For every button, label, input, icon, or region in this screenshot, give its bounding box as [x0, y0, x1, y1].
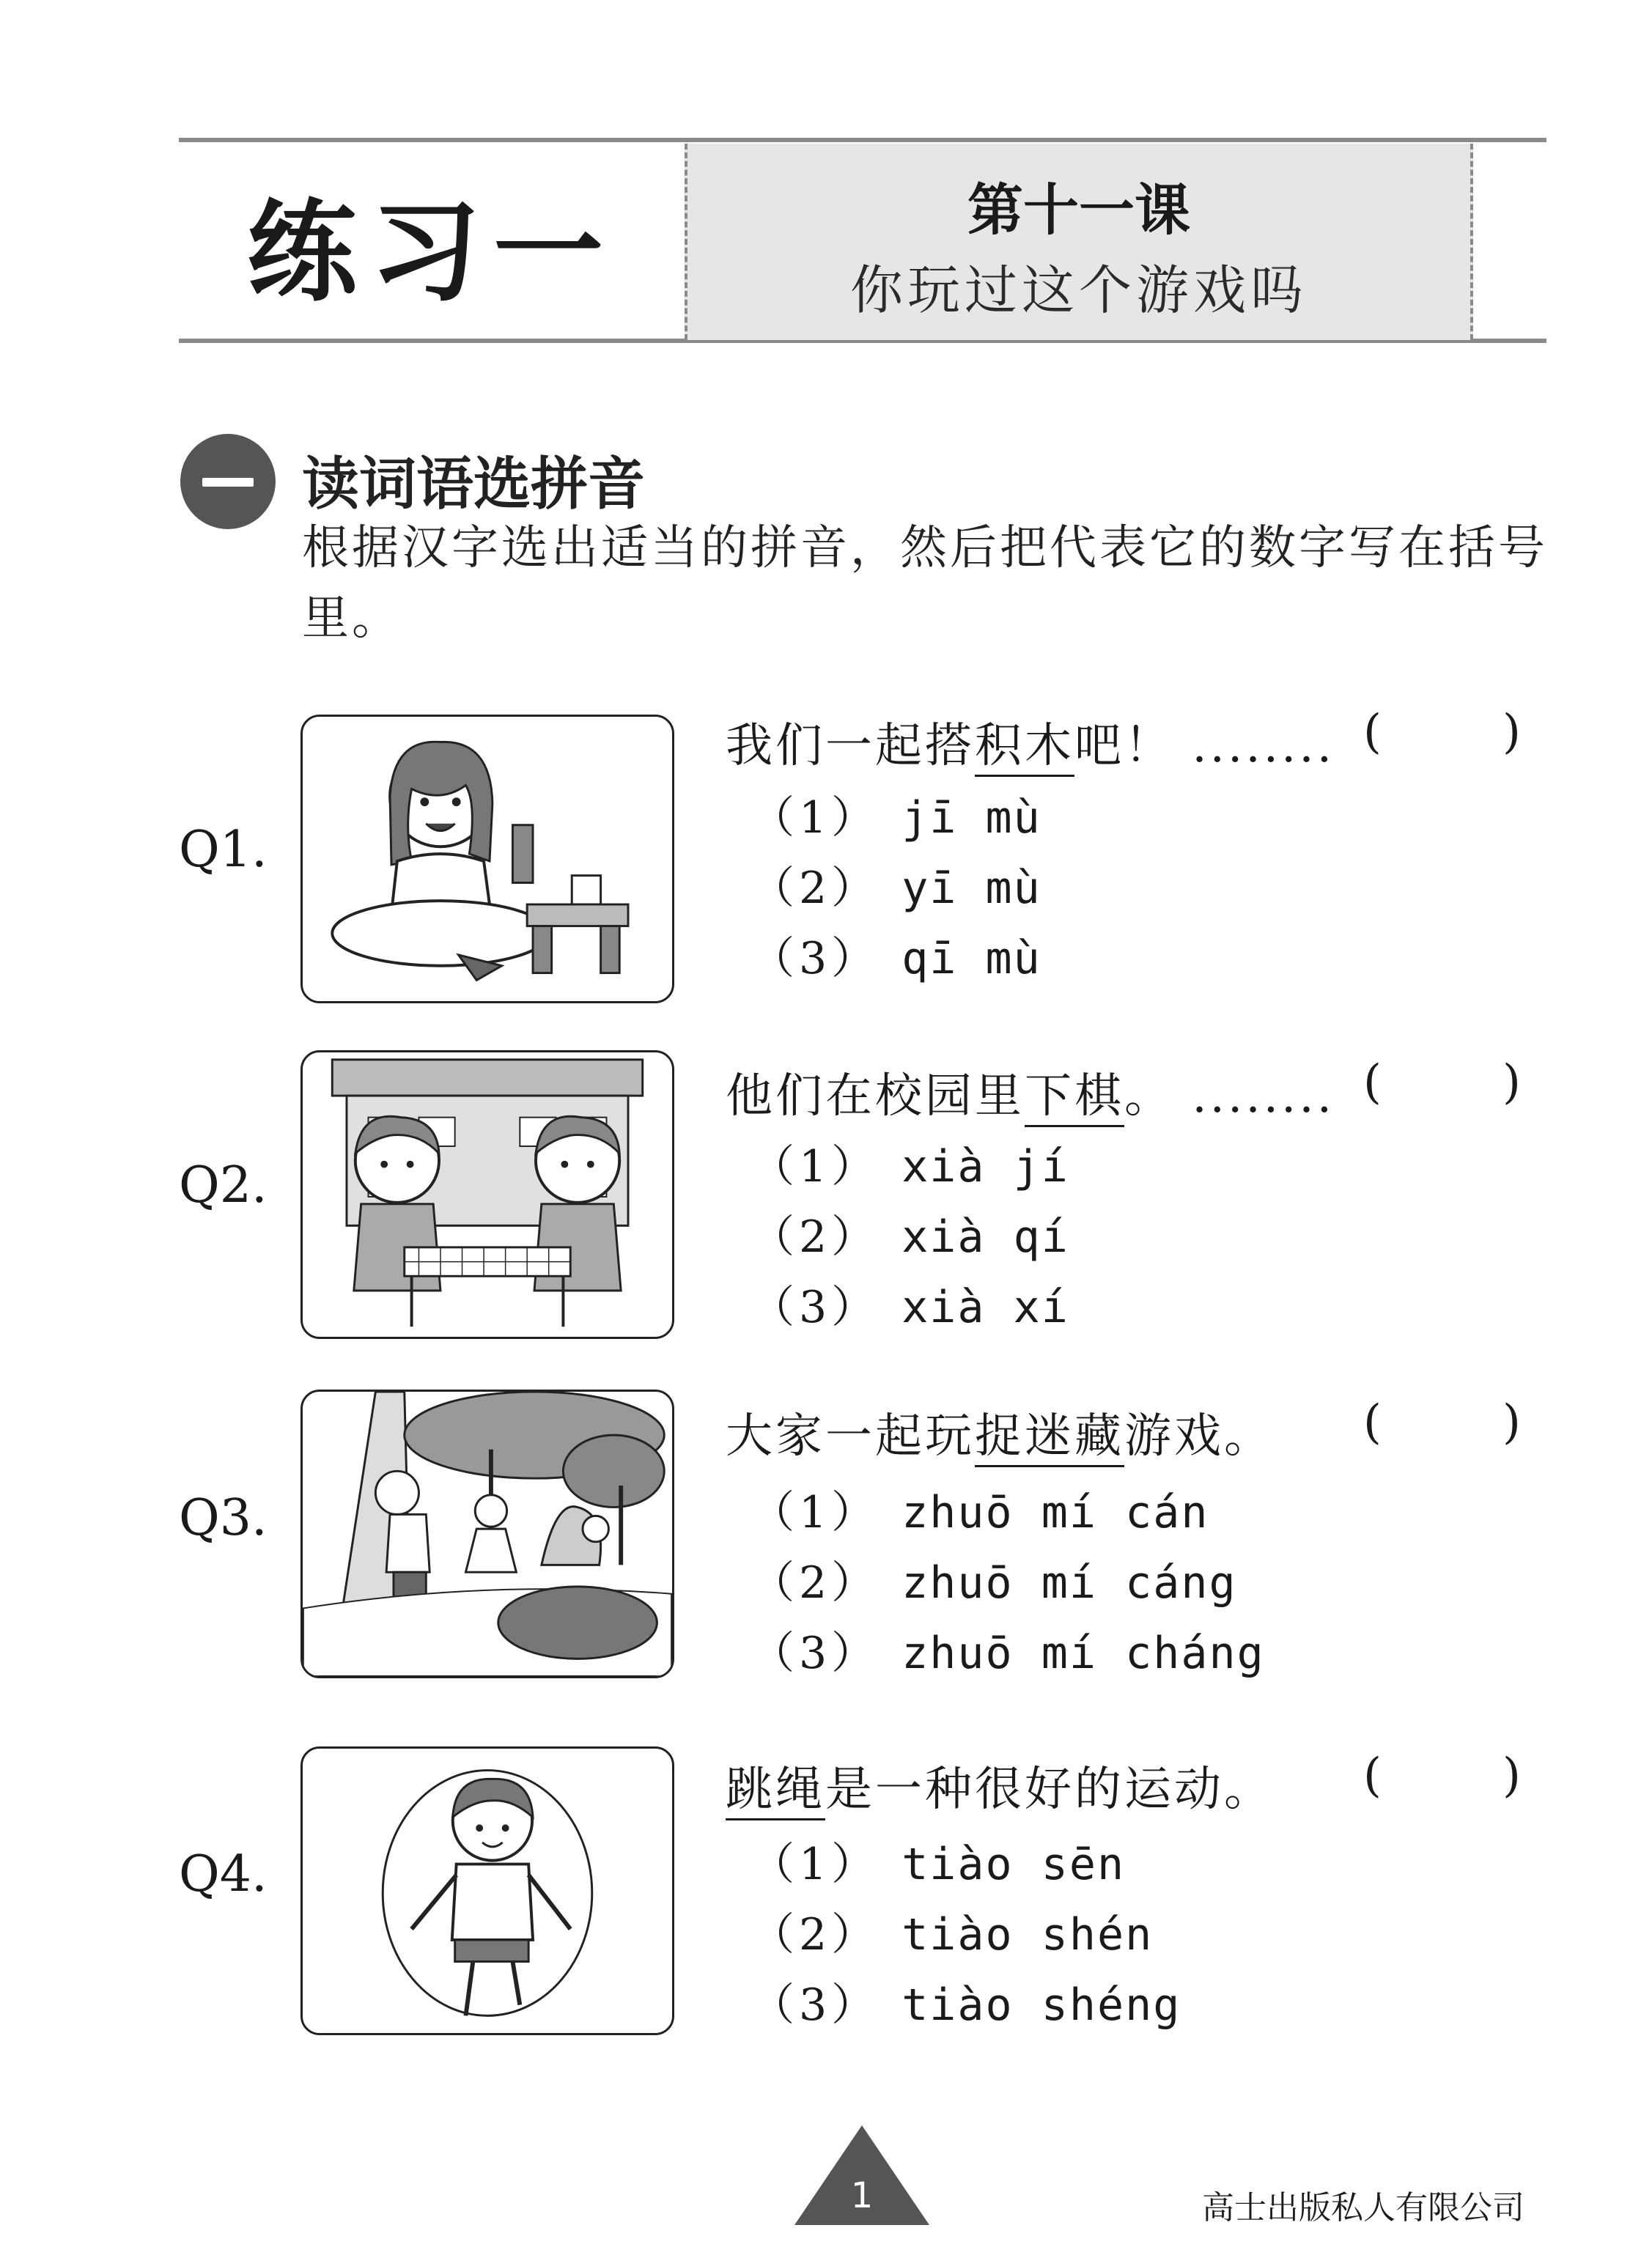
option-number: （3）: [751, 1282, 880, 1333]
sentence-text: 游戏。: [1124, 1409, 1274, 1464]
option-pinyin: jī mù: [901, 792, 1041, 844]
section-instruction: 根据汉字选出适当的拼音，然后把代表它的数字写在括号里。: [302, 521, 1548, 646]
question-label: Q3.: [179, 1489, 268, 1547]
option-1: [751, 783, 1041, 846]
option-number: （2）: [751, 863, 880, 914]
page-number: 1: [850, 2175, 874, 2216]
underlined-word: 跳绳: [726, 1763, 825, 1820]
option-number: （1）: [751, 1141, 880, 1192]
answer-paren-open: (: [1363, 1395, 1382, 1450]
option-pinyin: tiào sēn: [901, 1839, 1126, 1890]
boys-playing-chess-illustration: [300, 1050, 674, 1339]
option-pinyin: tiào shén: [901, 1909, 1154, 1960]
option-3: [751, 923, 1041, 986]
option-number: （1）: [751, 1487, 880, 1538]
option-3: [751, 1272, 1069, 1335]
option-2: [751, 853, 1041, 916]
sentence-text: 是一种很好的运动。: [825, 1763, 1274, 1817]
option-3: [751, 1618, 1265, 1681]
sentence-text: 我们一起搭: [726, 719, 975, 773]
option-2: [751, 1900, 1153, 1963]
exercise-title: 练习一: [246, 189, 616, 317]
lesson-box: [685, 144, 1473, 340]
option-pinyin: qī mù: [901, 933, 1041, 984]
option-number: （3）: [751, 933, 880, 984]
header-top-rule: [179, 138, 1546, 142]
question-sentence: [726, 1752, 1274, 1819]
option-pinyin: yī mù: [901, 863, 1041, 914]
option-number: （2）: [751, 1211, 880, 1263]
section-title: 读词语选拼音: [302, 451, 646, 517]
answer-paren-close: ): [1502, 1749, 1521, 1803]
question-label: Q2.: [179, 1156, 268, 1214]
option-number: （2）: [751, 1909, 880, 1960]
question-sentence: [726, 708, 1335, 775]
boy-skipping-rope-illustration: [300, 1746, 674, 2035]
underlined-word: 积木: [975, 719, 1074, 777]
option-pinyin: xià xí: [901, 1282, 1069, 1333]
option-number: （3）: [751, 1628, 880, 1679]
girl-playing-blocks-illustration: [300, 715, 674, 1003]
question-sentence: [726, 1398, 1274, 1466]
option-1: [751, 1477, 1209, 1541]
answer-paren-close: ): [1502, 1395, 1521, 1450]
option-number: （1）: [751, 1839, 880, 1890]
option-2: [751, 1202, 1069, 1265]
option-pinyin: xià qí: [901, 1211, 1069, 1263]
question-sentence: [726, 1058, 1335, 1126]
sentence-text: 吧！ ........: [1074, 719, 1335, 773]
option-2: [751, 1548, 1237, 1611]
underlined-word: 下棋: [1025, 1069, 1124, 1127]
option-1: [751, 1132, 1069, 1195]
answer-paren-open: (: [1363, 705, 1382, 759]
answer-paren-close: ): [1502, 705, 1521, 759]
sentence-text: 大家一起玩: [726, 1409, 975, 1464]
underlined-word: 捉迷藏: [975, 1409, 1124, 1467]
option-pinyin: zhuō mí cán: [901, 1487, 1209, 1538]
option-number: （1）: [751, 792, 880, 844]
sentence-text: 。 ........: [1124, 1069, 1335, 1124]
option-number: （3）: [751, 1980, 880, 2031]
answer-paren-close: ): [1502, 1055, 1521, 1110]
option-1: [751, 1829, 1125, 1892]
lesson-title: 你玩过这个游戏吗: [849, 259, 1308, 321]
publisher-name: 高士出版私人有限公司: [1202, 2189, 1524, 2226]
option-pinyin: xià jí: [901, 1141, 1069, 1192]
option-pinyin: tiào shéng: [901, 1980, 1181, 2031]
option-3: [751, 1970, 1181, 2033]
sentence-text: 他们在校园里: [726, 1069, 1025, 1124]
answer-paren-open: (: [1363, 1749, 1382, 1803]
option-pinyin: zhuō mí cháng: [901, 1628, 1265, 1679]
kids-hide-and-seek-illustration: [300, 1390, 674, 1678]
option-number: （2）: [751, 1557, 880, 1609]
option-pinyin: zhuō mí cáng: [901, 1557, 1237, 1609]
answer-paren-open: (: [1363, 1055, 1382, 1110]
lesson-number: 第十一课: [967, 177, 1190, 243]
question-label: Q1.: [179, 821, 268, 879]
question-label: Q4.: [179, 1845, 268, 1903]
dash-circle-icon: [180, 434, 276, 529]
